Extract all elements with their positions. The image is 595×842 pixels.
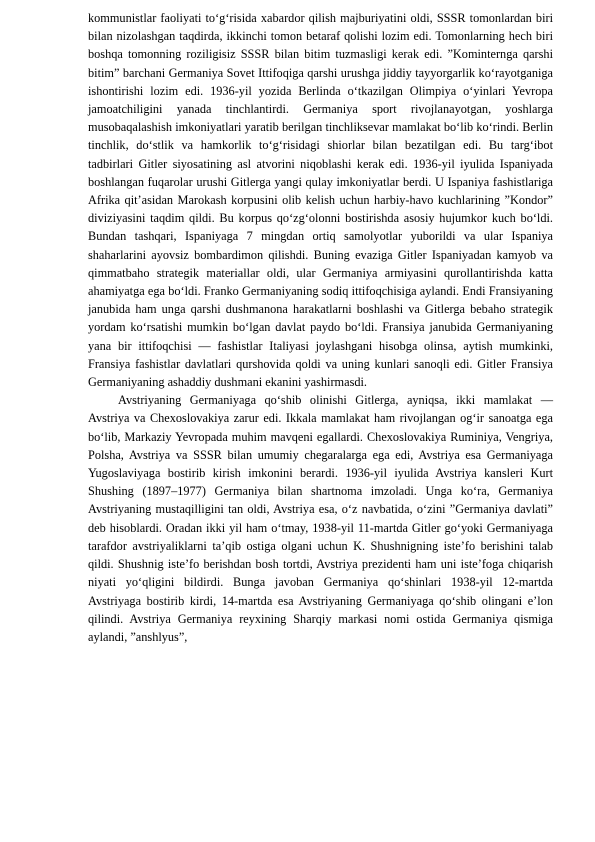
paragraph-2: Avstriyaning Germaniyaga qo‘shib olinishi Gitlerga, ayniqsa, ikki mamlakat — Avstriya va Chexoslovakiya zarur edi. Ikkala mamlakat ham rivojlangan og‘ir sanoatga ega bo‘lib, Markaziy Yevropada muhim mavqeni egallardi. Chexoslovakiya Ruminiya, Vengriya, Polsha, Avstriya va SSSR bilan umumiy chegaralarga ega edi, Avstriya esa Germaniyaga Yugoslaviyaga bostirib kirish imkonini berardi. 1936-yil iyulida Avstriya kansleri Kurt Shushing (1897–1977) Germaniya bilan shartnoma imzoladi. Unga ko‘ra, Germaniya Avstriyaning mustaqilligini tan oldi, Avstriya esa, o‘z navbatida, o‘zini ˮGermaniya davlatiˮ deb hisoblardi. Oradan ikki yil ham o‘tmay, 1938-yil 11-martda Gitler go‘yoki Germaniyaga tarafdor avstriyaliklarni ta’qib ostiga olgani uchun K. Shushnigning iste’fo berishini talab qildi. Shushnig iste’fo berishdan bosh tortdi, Avstriya prezidenti ham uni iste’foga chiqarish niyati yo‘qligini bildirdi. Bunga javoban Germaniya qo‘shinlari 1938-yil 12-martda Avstriyaga bostirib kirdi, 14-martda esa Avstriyaning Germaniyaga qo‘shib olingani e’lon qilindi. Avstriya Germaniya reyxining Sharqiy markasi nomi ostida Germaniya qismiga aylandi, ˮanshlyusˮ, — [88, 393, 553, 644]
paragraph-1: kommunistlar faoliyati to‘g‘risida xabardor qilish majburiyatini oldi, SSSR tomonlardan biri bilan nizolashgan taqdirda, ikkinchi tomon betaraf qolishi lozim edi. Tomonlarning hech biri boshqa tomonning roziligisiz SSSR bilan bitim tuzmasligi kerak edi. ˮKominternga qarshi bitimˮ barchani Germaniya Sovet Ittifoqiga qarshi urushga jiddiy tayyorgarlik ko‘rayotganiga ishontirishi lozim edi. 1936-yil yozida Berlinda o‘tkazilgan Olimpiya o‘yinlari Yevropa jamoatchiligini yanada tinchlantirdi. Germaniya sport rivojlanayotgan, yoshlarga musobaqalashish imkoniyatlari yaratib berilgan tinchliksevar mamlakat bo‘lib ko‘rindi. Berlin tinchlik, do‘stlik va hamkorlik to‘g‘risidagi shiorlar bilan bezatilgan edi. Bu targ‘ibot tadbirlari Gitler siyosatining asl atvorini niqoblashi kerak edi. 1936-yil iyulida Ispaniyada boshlangan fuqarolar urushi Gitlerga yangi qulay imkoniyatlar berdi. U Ispaniya fashistlariga Afrika qit’asidan Marokash korpusini olib kelish uchun harbiy-havo kuchlarining ˮKondorˮ diviziyasini taqdim qildi. Bu korpus qo‘zg‘olonni bostirishda asosiy hujumkor kuch bo‘ldi. Bundan tashqari, Ispaniyaga 7 mingdan ortiq samolyotlar yuborildi va ular Ispaniya shaharlarini ayovsiz bombardimon qilishdi. Buning evaziga Gitler Ispaniyadan kamyob va qimmatbaho strategik materiallar oldi, ular Germaniya armiyasini qurollantirishda katta ahamiyatga ega bo‘ldi. Franko Germaniyaning sodiq ittifoqchisiga aylandi. Endi Fransiyaning janubida ham unga qarshi dushmanona harakatlarni boshlashi va Gitlerga bebaho strategik yordam ko‘rsatishi mumkin bo‘lgan davlat paydo bo‘ldi. Fransiya janubida Germaniyaning yana bir ittifoqchisi — fashistlar Italiyasi joylashgani hisobga olinsa, aytish mumkinki, Fransiya fashistlar davlatlari qurshovida qoldi va uning kunlari sanoqli edi. Gitler Fransiya Germaniyaning ashaddiy dushmani ekanini yashirmasdi. — [88, 11, 553, 390]
body-text — [88, 9, 553, 646]
